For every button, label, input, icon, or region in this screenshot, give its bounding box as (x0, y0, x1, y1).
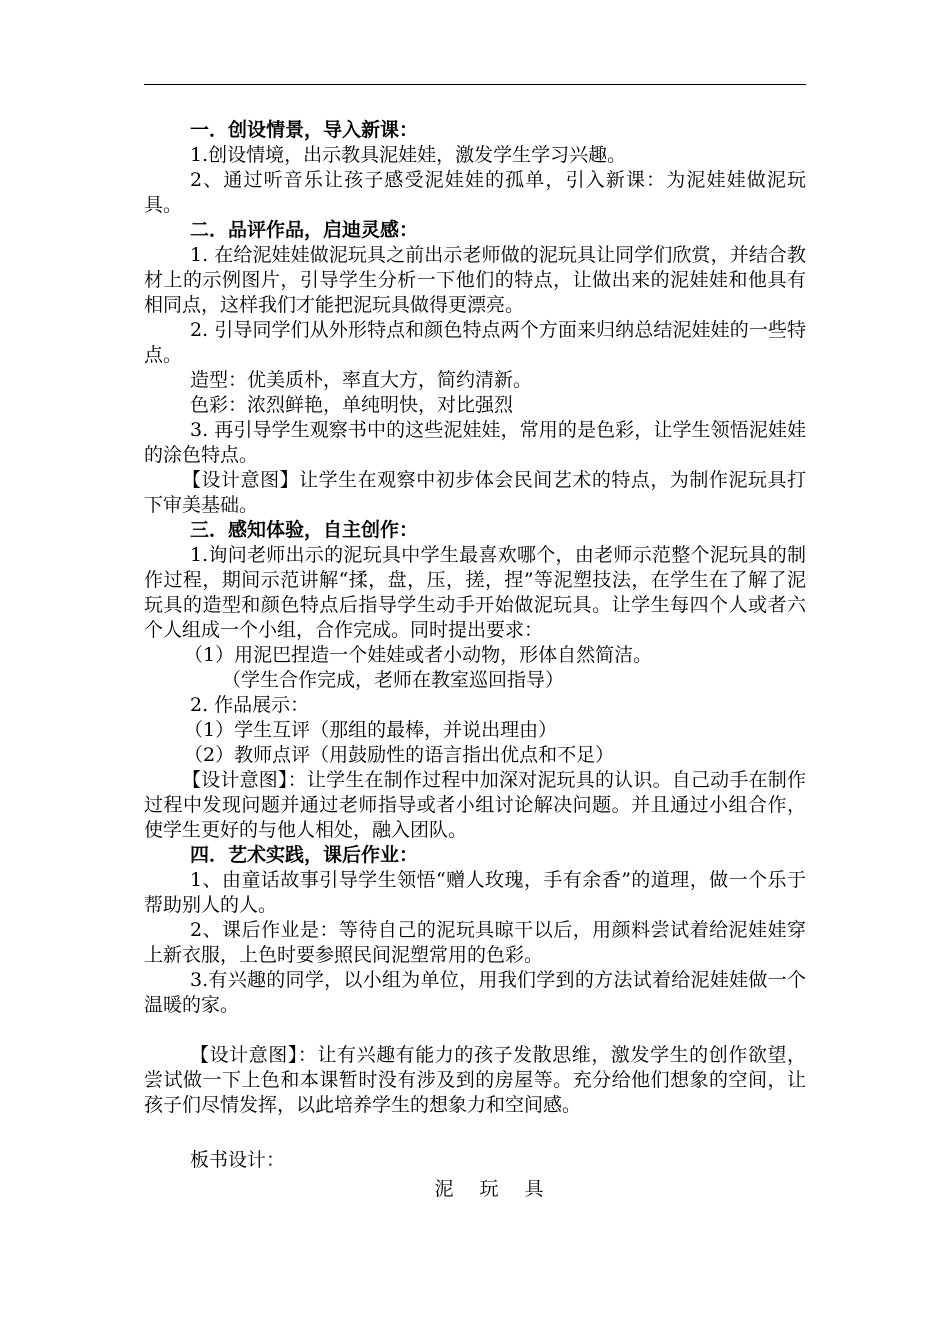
section-3-design-intent: 【设计意图】：让学生在制作过程中加深对泥玩具的认识。自己动手在制作过程中发现问题并通过老师指导或者小组讨论解决问题。并且通过小组合作，使学生更好的与他人相处，融入团队。 (144, 769, 806, 841)
section-4-design-intent: 【设计意图】：让有兴趣有能力的孩子发散思维，激发学生的创作欲望，尝试做一下上色和本课暂时没有涉及到的房屋等。充分给他们想象的空间，让孩子们尽情发挥，以此培养学生的想象力和空间感。 (144, 1044, 806, 1116)
section-4-paragraph-3: 3.有兴趣的同学，以小组为单位，用我们学到的方法试着给泥娃娃做一个温暖的家。 (144, 969, 806, 1016)
section-3-peer-review: （1）学生互评（那组的最棒，并说出理由） (184, 719, 558, 741)
spacer (144, 1018, 806, 1043)
section-2-shape-line: 造型：优美质朴，率直大方，简约清新。 (190, 369, 533, 391)
section-2-heading: 二．品评作品，启迪灵感： (190, 219, 419, 241)
section-1-paragraph-1: 1.创设情境，出示教具泥娃娃，激发学生学习兴趣。 (190, 144, 627, 166)
section-4-paragraph-1: 1、由童话故事引导学生领悟“赠人玫瑰，手有余香”的道理，做一个乐于帮助别人的人。 (144, 869, 806, 916)
section-3-note: （学生合作完成，老师在教室巡回指导） (222, 669, 565, 691)
section-2-design-intent: 【设计意图】让学生在观察中初步体会民间艺术的特点，为制作泥玩具打下审美基础。 (144, 469, 806, 516)
section-3-requirement: （1）用泥巴捏造一个娃娃或者小动物，形体自然简洁。 (184, 644, 653, 666)
lesson-plan-document (144, 118, 806, 1202)
section-2-paragraph-2: 2. 引导同学们从外形特点和颜色特点两个方面来归纳总结泥娃娃的一些特点。 (144, 319, 806, 366)
section-3-display-heading: 2. 作品展示： (190, 694, 310, 716)
header-rule (144, 84, 806, 85)
spacer (144, 1118, 806, 1148)
section-1-heading: 一．创设情景，导入新课： (190, 119, 419, 141)
section-1-paragraph-2: 2、通过听音乐让孩子感受泥娃娃的孤单，引入新课：为泥娃娃做泥玩具。 (144, 169, 806, 216)
board-design-title: 泥 玩 具 (434, 1178, 554, 1200)
section-4-paragraph-2: 2、课后作业是：等待自己的泥玩具晾干以后，用颜料尝试着给泥娃娃穿上新衣服，上色时要参照民间泥塑常用的色彩。 (144, 919, 806, 966)
section-2-paragraph-1: 1. 在给泥娃娃做泥玩具之前出示老师做的泥玩具让同学们欣赏，并结合教材上的示例图片，引导学生分析一下他们的特点，让做出来的泥娃娃和他具有相同点，这样我们才能把泥玩具做得更漂亮。 (144, 244, 806, 316)
section-2-paragraph-3: 3. 再引导学生观察书中的这些泥娃娃，常用的是色彩，让学生领悟泥娃娃的涂色特点。 (144, 419, 806, 466)
board-design-label: 板书设计： (190, 1149, 286, 1171)
section-4-heading: 四．艺术实践，课后作业： (190, 844, 419, 866)
section-3-paragraph-1: 1.询问老师出示的泥玩具中学生最喜欢哪个，由老师示范整个泥玩具的制作过程，期间示范讲解“揉，盘，压，搓，捏”等泥塑技法，在学生在了解了泥玩具的造型和颜色特点后指导学生动手开始做泥玩具。让学生每四个人或者六个人组成一个小组，合作完成。同时提出要求： (144, 544, 806, 641)
section-3-heading: 三．感知体验，自主创作： (190, 519, 419, 541)
section-2-color-line: 色彩：浓烈鲜艳，单纯明快，对比强烈 (190, 394, 514, 416)
section-3-teacher-review: （2）教师点评（用鼓励性的语言指出优点和不足） (184, 744, 615, 766)
